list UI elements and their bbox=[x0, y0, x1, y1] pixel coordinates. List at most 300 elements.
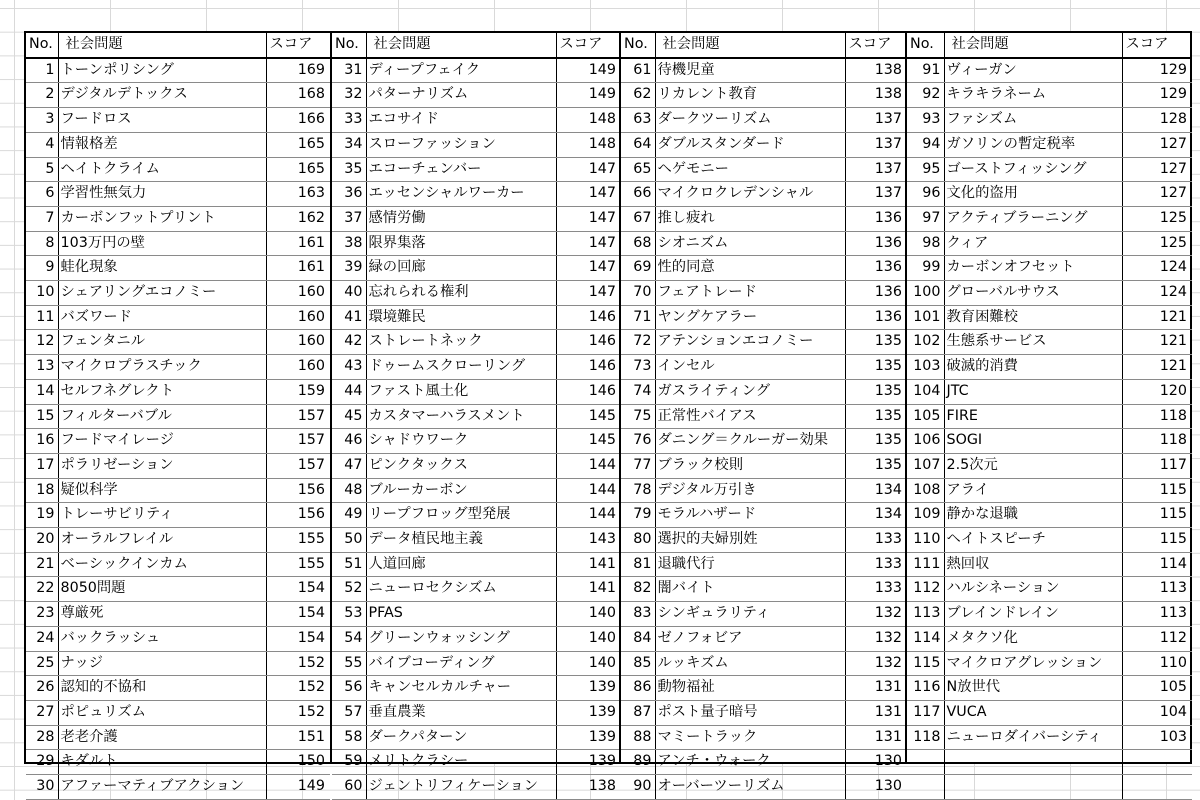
row-number: 68 bbox=[621, 231, 655, 256]
table-row bbox=[621, 626, 907, 651]
row-issue-name: バックラッシュ bbox=[58, 626, 266, 651]
table-row bbox=[621, 552, 907, 577]
table-row bbox=[332, 83, 621, 108]
row-number: 59 bbox=[332, 750, 366, 775]
row-issue-name: ダークパターン bbox=[366, 725, 556, 750]
table-row bbox=[26, 58, 330, 83]
row-issue-name: JTC bbox=[944, 379, 1122, 404]
row-score: 115 bbox=[1122, 528, 1192, 553]
row-issue-name: PFAS bbox=[366, 602, 556, 627]
row-score: 138 bbox=[845, 58, 907, 83]
row-number: 75 bbox=[621, 404, 655, 429]
table bbox=[332, 33, 621, 800]
row-score: 159 bbox=[266, 379, 330, 404]
row-issue-name: アライ bbox=[944, 478, 1122, 503]
row-number: 95 bbox=[907, 157, 944, 182]
header-score: スコア bbox=[1122, 33, 1192, 58]
row-score: 137 bbox=[845, 182, 907, 207]
row-score: 136 bbox=[845, 206, 907, 231]
row-number: 113 bbox=[907, 602, 944, 627]
row-issue-name: 選択的夫婦別姓 bbox=[655, 528, 845, 553]
row-number: 107 bbox=[907, 453, 944, 478]
table-row bbox=[907, 552, 1192, 577]
row-number: 53 bbox=[332, 602, 366, 627]
row-score: 131 bbox=[845, 725, 907, 750]
row-number: 2 bbox=[26, 83, 58, 108]
row-number: 38 bbox=[332, 231, 366, 256]
row-score: 145 bbox=[556, 429, 621, 454]
row-issue-name: マイクロプラスチック bbox=[58, 355, 266, 380]
table-row bbox=[332, 528, 621, 553]
row-score: 155 bbox=[266, 528, 330, 553]
row-score: 118 bbox=[1122, 404, 1192, 429]
table-row bbox=[332, 305, 621, 330]
header-name: 社会問題 bbox=[944, 33, 1122, 58]
row-number: 89 bbox=[621, 750, 655, 775]
row-number: 49 bbox=[332, 503, 366, 528]
row-score: 113 bbox=[1122, 577, 1192, 602]
row-score: 134 bbox=[845, 478, 907, 503]
row-number: 54 bbox=[332, 626, 366, 651]
row-issue-name: シオニズム bbox=[655, 231, 845, 256]
row-issue-name: 教育困難校 bbox=[944, 305, 1122, 330]
row-number: 61 bbox=[621, 58, 655, 83]
row-number: 78 bbox=[621, 478, 655, 503]
row-issue-name: ドゥームスクローリング bbox=[366, 355, 556, 380]
row-number: 58 bbox=[332, 725, 366, 750]
row-score: 148 bbox=[556, 132, 621, 157]
row-score: 146 bbox=[556, 379, 621, 404]
table-row bbox=[907, 132, 1192, 157]
row-issue-name: カーボンフットプリント bbox=[58, 206, 266, 231]
header-score: スコア bbox=[266, 33, 330, 58]
empty-cell bbox=[944, 750, 1122, 775]
table-row bbox=[621, 602, 907, 627]
row-issue-name: 静かな退職 bbox=[944, 503, 1122, 528]
row-issue-name: フェンタニル bbox=[58, 330, 266, 355]
row-issue-name: 待機児童 bbox=[655, 58, 845, 83]
row-score: 146 bbox=[556, 305, 621, 330]
table-row bbox=[26, 602, 330, 627]
row-issue-name: アンチ・ウォーク bbox=[655, 750, 845, 775]
row-number: 47 bbox=[332, 453, 366, 478]
row-number: 69 bbox=[621, 256, 655, 281]
table-row bbox=[26, 528, 330, 553]
row-issue-name: ピンクタックス bbox=[366, 453, 556, 478]
row-number: 108 bbox=[907, 478, 944, 503]
table-row bbox=[621, 478, 907, 503]
row-score: 135 bbox=[845, 379, 907, 404]
row-number: 86 bbox=[621, 676, 655, 701]
row-score: 160 bbox=[266, 355, 330, 380]
row-number: 36 bbox=[332, 182, 366, 207]
table-row bbox=[26, 83, 330, 108]
row-issue-name: アクティブラーニング bbox=[944, 206, 1122, 231]
header-no: No. bbox=[621, 33, 655, 58]
row-issue-name: マミートラック bbox=[655, 725, 845, 750]
row-number: 118 bbox=[907, 725, 944, 750]
row-issue-name: 正常性バイアス bbox=[655, 404, 845, 429]
row-number: 92 bbox=[907, 83, 944, 108]
row-issue-name: 文化的盗用 bbox=[944, 182, 1122, 207]
table-row bbox=[332, 231, 621, 256]
row-score: 139 bbox=[556, 750, 621, 775]
row-number: 45 bbox=[332, 404, 366, 429]
table-group-2 bbox=[330, 33, 619, 795]
table-row bbox=[621, 305, 907, 330]
table-row bbox=[907, 626, 1192, 651]
row-issue-name: フードマイレージ bbox=[58, 429, 266, 454]
row-issue-name: シンギュラリティ bbox=[655, 602, 845, 627]
row-number: 34 bbox=[332, 132, 366, 157]
row-number: 105 bbox=[907, 404, 944, 429]
row-score: 161 bbox=[266, 256, 330, 281]
table-row bbox=[621, 700, 907, 725]
row-score: 162 bbox=[266, 206, 330, 231]
table bbox=[621, 33, 907, 800]
table-row bbox=[26, 651, 330, 676]
table-row bbox=[26, 429, 330, 454]
table-row bbox=[907, 429, 1192, 454]
row-issue-name: ヴィーガン bbox=[944, 58, 1122, 83]
row-issue-name: アファーマティブアクション bbox=[58, 775, 266, 800]
row-number: 42 bbox=[332, 330, 366, 355]
row-score: 139 bbox=[556, 700, 621, 725]
table-row bbox=[907, 256, 1192, 281]
row-number: 51 bbox=[332, 552, 366, 577]
row-issue-name: スローファッション bbox=[366, 132, 556, 157]
row-number: 52 bbox=[332, 577, 366, 602]
table-row bbox=[26, 108, 330, 133]
row-number: 98 bbox=[907, 231, 944, 256]
row-score: 124 bbox=[1122, 256, 1192, 281]
row-issue-name: ポスト量子暗号 bbox=[655, 700, 845, 725]
row-score: 147 bbox=[556, 182, 621, 207]
row-number: 88 bbox=[621, 725, 655, 750]
row-score: 124 bbox=[1122, 281, 1192, 306]
table-row bbox=[332, 478, 621, 503]
row-score: 141 bbox=[556, 577, 621, 602]
row-score: 140 bbox=[556, 602, 621, 627]
row-score: 105 bbox=[1122, 676, 1192, 701]
row-issue-name: N放世代 bbox=[944, 676, 1122, 701]
row-number: 70 bbox=[621, 281, 655, 306]
row-number: 27 bbox=[26, 700, 58, 725]
table-row bbox=[332, 725, 621, 750]
row-issue-name: 感情労働 bbox=[366, 206, 556, 231]
row-number: 40 bbox=[332, 281, 366, 306]
row-issue-name: ダークツーリズム bbox=[655, 108, 845, 133]
row-score: 127 bbox=[1122, 182, 1192, 207]
table-row bbox=[26, 478, 330, 503]
row-issue-name: オーバーツーリズム bbox=[655, 775, 845, 800]
row-issue-name: バイブコーディング bbox=[366, 651, 556, 676]
row-number: 63 bbox=[621, 108, 655, 133]
header-name: 社会問題 bbox=[366, 33, 556, 58]
row-number: 90 bbox=[621, 775, 655, 800]
row-issue-name: 学習性無気力 bbox=[58, 182, 266, 207]
row-issue-name: ハルシネーション bbox=[944, 577, 1122, 602]
row-score: 161 bbox=[266, 231, 330, 256]
row-issue-name: ヘイトスピーチ bbox=[944, 528, 1122, 553]
row-score: 141 bbox=[556, 552, 621, 577]
table-row bbox=[907, 651, 1192, 676]
table-row bbox=[26, 231, 330, 256]
row-number: 66 bbox=[621, 182, 655, 207]
row-score: 114 bbox=[1122, 552, 1192, 577]
table-row bbox=[332, 552, 621, 577]
table-row bbox=[332, 503, 621, 528]
row-issue-name: バズワード bbox=[58, 305, 266, 330]
row-score: 144 bbox=[556, 503, 621, 528]
row-number: 104 bbox=[907, 379, 944, 404]
row-number: 28 bbox=[26, 725, 58, 750]
row-number: 87 bbox=[621, 700, 655, 725]
row-score: 165 bbox=[266, 132, 330, 157]
row-number: 16 bbox=[26, 429, 58, 454]
row-issue-name: トレーサビリティ bbox=[58, 503, 266, 528]
row-issue-name: 破滅的消費 bbox=[944, 355, 1122, 380]
table-row bbox=[26, 577, 330, 602]
table-row bbox=[332, 132, 621, 157]
row-number: 44 bbox=[332, 379, 366, 404]
table-row bbox=[621, 330, 907, 355]
table-row bbox=[621, 577, 907, 602]
row-score: 168 bbox=[266, 83, 330, 108]
row-score: 135 bbox=[845, 330, 907, 355]
table-row bbox=[907, 379, 1192, 404]
table-group-4 bbox=[905, 33, 1190, 762]
row-issue-name: ダニング＝クルーガー効果 bbox=[655, 429, 845, 454]
row-score: 146 bbox=[556, 330, 621, 355]
row-score: 152 bbox=[266, 651, 330, 676]
row-issue-name: 8050問題 bbox=[58, 577, 266, 602]
row-score: 125 bbox=[1122, 206, 1192, 231]
table-row bbox=[26, 676, 330, 701]
row-score: 157 bbox=[266, 429, 330, 454]
table-row bbox=[621, 725, 907, 750]
row-issue-name: 人道回廊 bbox=[366, 552, 556, 577]
header-no: No. bbox=[332, 33, 366, 58]
row-issue-name: ゼノフォビア bbox=[655, 626, 845, 651]
row-number: 9 bbox=[26, 256, 58, 281]
table-row bbox=[907, 305, 1192, 330]
row-issue-name: 2.5次元 bbox=[944, 453, 1122, 478]
row-number: 94 bbox=[907, 132, 944, 157]
table-row bbox=[332, 157, 621, 182]
row-issue-name: グローバルサウス bbox=[944, 281, 1122, 306]
row-issue-name: 103万円の壁 bbox=[58, 231, 266, 256]
table-row bbox=[332, 379, 621, 404]
row-score: 156 bbox=[266, 478, 330, 503]
table-row bbox=[26, 750, 330, 775]
table-row bbox=[621, 379, 907, 404]
row-issue-name: 推し疲れ bbox=[655, 206, 845, 231]
row-score: 134 bbox=[845, 503, 907, 528]
row-score: 129 bbox=[1122, 58, 1192, 83]
row-number: 114 bbox=[907, 626, 944, 651]
table-row bbox=[26, 379, 330, 404]
row-issue-name: メタクソ化 bbox=[944, 626, 1122, 651]
row-score: 115 bbox=[1122, 503, 1192, 528]
row-issue-name: キラキラネーム bbox=[944, 83, 1122, 108]
row-score: 121 bbox=[1122, 355, 1192, 380]
row-number: 1 bbox=[26, 58, 58, 83]
row-issue-name: 尊厳死 bbox=[58, 602, 266, 627]
row-score: 137 bbox=[845, 132, 907, 157]
row-score: 130 bbox=[845, 775, 907, 800]
row-score: 147 bbox=[556, 157, 621, 182]
row-issue-name: 垂直農業 bbox=[366, 700, 556, 725]
table-row bbox=[332, 58, 621, 83]
row-issue-name: セルフネグレクト bbox=[58, 379, 266, 404]
row-issue-name: ディープフェイク bbox=[366, 58, 556, 83]
row-issue-name: マイクロアグレッション bbox=[944, 651, 1122, 676]
row-number: 3 bbox=[26, 108, 58, 133]
row-score: 160 bbox=[266, 330, 330, 355]
row-issue-name: 環境難民 bbox=[366, 305, 556, 330]
row-issue-name: エコサイド bbox=[366, 108, 556, 133]
row-number: 93 bbox=[907, 108, 944, 133]
row-issue-name: パターナリズム bbox=[366, 83, 556, 108]
row-score: 132 bbox=[845, 602, 907, 627]
row-number: 65 bbox=[621, 157, 655, 182]
row-number: 101 bbox=[907, 305, 944, 330]
row-number: 57 bbox=[332, 700, 366, 725]
row-issue-name: ヘゲモニー bbox=[655, 157, 845, 182]
table-row bbox=[332, 355, 621, 380]
row-issue-name: ガソリンの暫定税率 bbox=[944, 132, 1122, 157]
row-number: 97 bbox=[907, 206, 944, 231]
table-row bbox=[332, 700, 621, 725]
table-row bbox=[26, 503, 330, 528]
row-number: 50 bbox=[332, 528, 366, 553]
row-number: 15 bbox=[26, 404, 58, 429]
row-issue-name: フェアトレード bbox=[655, 281, 845, 306]
row-score: 138 bbox=[845, 83, 907, 108]
table bbox=[907, 33, 1192, 800]
row-number: 73 bbox=[621, 355, 655, 380]
table-row bbox=[907, 750, 1192, 775]
row-score: 154 bbox=[266, 626, 330, 651]
row-number: 115 bbox=[907, 651, 944, 676]
table-row bbox=[621, 404, 907, 429]
row-issue-name: ヤングケアラー bbox=[655, 305, 845, 330]
row-issue-name: SOGI bbox=[944, 429, 1122, 454]
row-score: 131 bbox=[845, 700, 907, 725]
row-score: 137 bbox=[845, 157, 907, 182]
table-row bbox=[332, 429, 621, 454]
row-issue-name: ダブルスタンダード bbox=[655, 132, 845, 157]
row-number: 26 bbox=[26, 676, 58, 701]
row-number: 56 bbox=[332, 676, 366, 701]
row-issue-name: 老老介護 bbox=[58, 725, 266, 750]
header-name: 社会問題 bbox=[58, 33, 266, 58]
row-number: 6 bbox=[26, 182, 58, 207]
row-score: 147 bbox=[556, 206, 621, 231]
table-row bbox=[26, 182, 330, 207]
table-row bbox=[907, 528, 1192, 553]
table-row bbox=[26, 206, 330, 231]
row-score: 127 bbox=[1122, 132, 1192, 157]
row-number: 96 bbox=[907, 182, 944, 207]
row-number: 74 bbox=[621, 379, 655, 404]
table-row bbox=[26, 453, 330, 478]
row-number: 62 bbox=[621, 83, 655, 108]
table-row bbox=[621, 58, 907, 83]
row-issue-name: デジタルデトックス bbox=[58, 83, 266, 108]
row-issue-name: 限界集落 bbox=[366, 231, 556, 256]
row-number: 29 bbox=[26, 750, 58, 775]
table-row bbox=[332, 676, 621, 701]
table-row bbox=[26, 355, 330, 380]
table-row bbox=[26, 626, 330, 651]
table-row bbox=[26, 330, 330, 355]
row-number: 100 bbox=[907, 281, 944, 306]
header-no: No. bbox=[907, 33, 944, 58]
table-row bbox=[907, 330, 1192, 355]
row-score: 147 bbox=[556, 231, 621, 256]
row-issue-name: ファシズム bbox=[944, 108, 1122, 133]
table-row bbox=[907, 676, 1192, 701]
table-row bbox=[621, 676, 907, 701]
table-row bbox=[621, 453, 907, 478]
row-number: 76 bbox=[621, 429, 655, 454]
table-row bbox=[621, 108, 907, 133]
table-row bbox=[907, 281, 1192, 306]
table-row bbox=[621, 429, 907, 454]
row-issue-name: 緑の回廊 bbox=[366, 256, 556, 281]
row-score: 121 bbox=[1122, 305, 1192, 330]
row-issue-name: デジタル万引き bbox=[655, 478, 845, 503]
header-row bbox=[907, 33, 1192, 58]
row-score: 117 bbox=[1122, 453, 1192, 478]
row-issue-name: ジェントリフィケーション bbox=[366, 775, 556, 800]
table-row bbox=[332, 775, 621, 800]
row-issue-name: ファスト風土化 bbox=[366, 379, 556, 404]
row-score: 135 bbox=[845, 453, 907, 478]
row-number: 31 bbox=[332, 58, 366, 83]
row-number: 17 bbox=[26, 453, 58, 478]
row-score: 136 bbox=[845, 231, 907, 256]
row-number: 79 bbox=[621, 503, 655, 528]
row-issue-name: カスタマーハラスメント bbox=[366, 404, 556, 429]
table-row bbox=[332, 626, 621, 651]
row-score: 110 bbox=[1122, 651, 1192, 676]
table-row bbox=[26, 305, 330, 330]
row-issue-name: 退職代行 bbox=[655, 552, 845, 577]
row-number: 30 bbox=[26, 775, 58, 800]
row-score: 152 bbox=[266, 676, 330, 701]
row-issue-name: カーボンオフセット bbox=[944, 256, 1122, 281]
table-row bbox=[621, 256, 907, 281]
row-score: 149 bbox=[556, 83, 621, 108]
row-score: 156 bbox=[266, 503, 330, 528]
row-score: 157 bbox=[266, 453, 330, 478]
row-score: 139 bbox=[556, 725, 621, 750]
row-number: 19 bbox=[26, 503, 58, 528]
row-score: 169 bbox=[266, 58, 330, 83]
row-score: 139 bbox=[556, 676, 621, 701]
table-row bbox=[26, 281, 330, 306]
row-issue-name: ルッキズム bbox=[655, 651, 845, 676]
row-number: 109 bbox=[907, 503, 944, 528]
table-row bbox=[332, 182, 621, 207]
table-row bbox=[907, 453, 1192, 478]
table-row bbox=[907, 725, 1192, 750]
header-name: 社会問題 bbox=[655, 33, 845, 58]
row-number: 64 bbox=[621, 132, 655, 157]
